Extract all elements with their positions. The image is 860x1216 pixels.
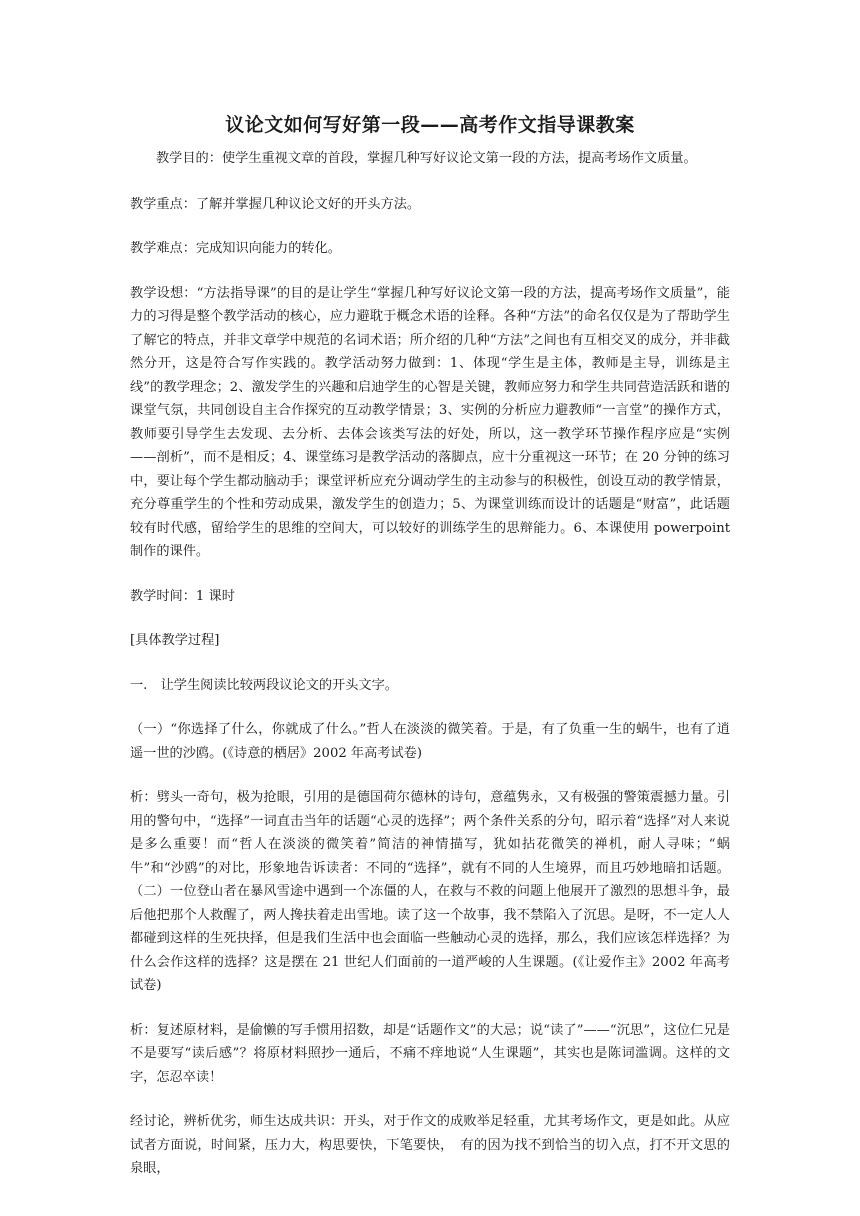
teaching-difficulty: 教学难点：完成知识向能力的转化。 bbox=[130, 241, 341, 256]
example-one: （一）“你选择了什么，你就成了什么。”哲人在淡淡的微笑着。于是，有了负重一生的蜗牛，也有了逍遥一世的沙鸥。(《诗意的栖居》2002 年高考试卷) bbox=[130, 722, 730, 761]
teaching-objective: 教学目的：使学生重视文章的首段，掌握几种写好议论文第一段的方法，提高考场作文质量。 bbox=[156, 151, 697, 166]
analysis-two: 析：复述原材料，是偷懒的写手惯用招数，却是“话题作文”的大忌；说“读了”——“沉思”，这位仁兄是不是要写“读后感”？将原材料照抄一通后，不痛不痒地说“人生课题”，其实也是陈词滥调。这样的文字，怎忍卒读！ bbox=[130, 1022, 730, 1085]
teaching-time: 教学时间：1 课时 bbox=[130, 588, 235, 604]
document-page bbox=[130, 110, 730, 1181]
teaching-focus: 教学重点：了解并掌握几种议论文好的开头方法。 bbox=[130, 196, 421, 212]
discussion-conclusion: 经讨论，辨析优劣，师生达成共识：开头，对于作文的成败举足轻重，尤其考场作文，更是如此。从应试者方面说，时间紧，压力大，构思要快，下笔要快， 有的因为找不到恰当的切入点，打不开文思的泉眼， bbox=[130, 1114, 730, 1176]
teaching-concept: 教学设想：“方法指导课”的目的是让学生“掌握几种写好议论文第一段的方法，提高考场作文质量”，能力的习得是整个教学活动的核心，应力避耽于概念术语的诠释。各种“方法”的命名仅仅是为了帮助学生了解它的特点，并非文章学中规范的名词术语；所介绍的几种“方法”之间也有互相交叉的成分，并非截然分开，这是符合写作实践的。教学活动努力做到：1、体现“学生是主体，教师是主导，训练是主线”的教学理念；2、激发学生的兴趣和启迪学生的心智是关键，教师应努力和学生共同营造活跃和谐的课堂气氛，共同创设自主合作探究的互动教学情景；3、实例的分析应力避教师“一言堂”的操作方式，教师要引导学生去发现、去分析、去体会该类写法的好处，所以，这一教学环节操作程序应是“实例——剖析”，而不是相反；4、课堂练习是教学活动的落脚点，应十分重视这一环节；在 20 分钟的练习中，要让每个学生都动脑动手；课堂评析应充分调动学生的主动参与的积极性，创设互动的教学情景，充分尊重学生的个性和劳动成果，激发学生的创造力；5、为课堂训练而设计的话题是“财富”，此话题较有时代感，留给学生的思维的空间大，可以较好的训练学生的思辩能力。6、本课使用 powerpoint 制作的课件。 bbox=[130, 285, 730, 559]
analysis-one: 析：劈头一奇句，极为抢眼，引用的是德国荷尔德林的诗句，意蕴隽永，又有极强的警策震撼力量。引用的警句中，“选择”一词直击当年的话题“心灵的选择”；两个条件关系的分句，昭示着“选择”对人来说是多么重要！而“哲人在淡淡的微笑着”简洁的神情描写，犹如拈花微笑的禅机，耐人寻味；“蜗牛”和“沙鸥”的对比，形象地告诉读者：不同的“选择”，就有不同的人生境界，而且巧妙地暗扣话题。（二）一位登山者在暴风雪途中遇到一个冻僵的人，在救与不救的问题上他展开了激烈的思想斗争，最后他把那个人救醒了，两人搀扶着走出雪地。读了这一个故事，我不禁陷入了沉思。是呀，不一定人人都碰到这样的生死抉择，但是我们生活中也会面临一些触动心灵的选择，那么，我们应该怎样选择？为什么会作这样的选择？这是摆在 21 世纪人们面前的一道严峻的人生课题。(《让爱作主》2002 年高考试卷) bbox=[130, 790, 730, 993]
document-title: 议论文如何写好第一段——高考作文指导课教案 bbox=[225, 114, 635, 136]
step-one: 一. 让学生阅读比较两段议论文的开头文字。 bbox=[130, 677, 398, 693]
process-heading: [具体教学过程] bbox=[130, 633, 220, 648]
